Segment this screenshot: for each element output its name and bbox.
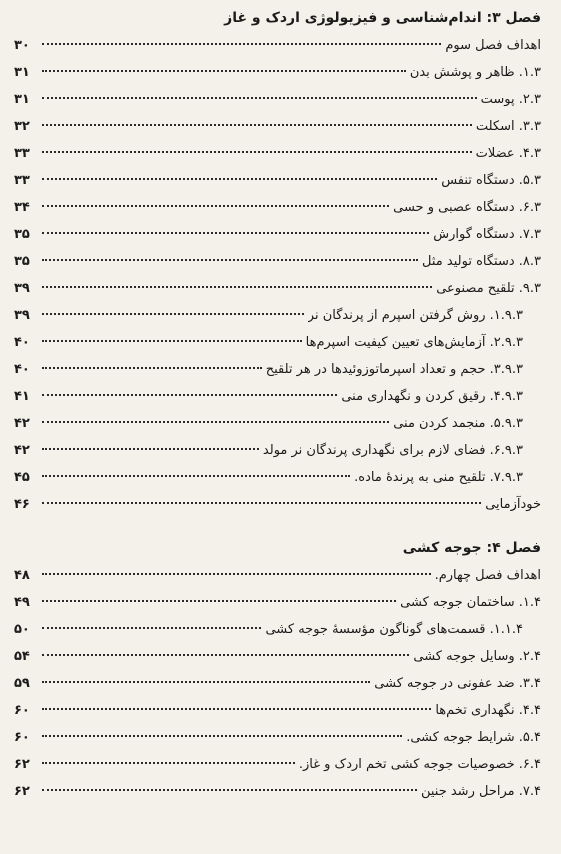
toc-entry <box>14 589 541 616</box>
dot-leader <box>42 421 389 423</box>
dot-leader <box>42 573 431 575</box>
toc-entry <box>14 356 541 383</box>
toc-entry <box>14 437 541 464</box>
toc-entry-page-number: ۵۰ <box>14 622 30 637</box>
toc-entry-label: اهداف فصل چهارم. <box>434 568 541 583</box>
toc-entry-page-number: ۵۴ <box>14 649 30 664</box>
toc-entry <box>14 778 541 805</box>
toc-entry-label: ۳.۳. اسکلت <box>475 119 541 134</box>
toc-entry-page-number: ۴۲ <box>14 443 30 458</box>
toc-entry-page-number: ۳۹ <box>14 281 30 296</box>
toc-entry-label: ۴.۳. عضلات <box>475 146 541 161</box>
dot-leader <box>42 475 350 477</box>
dot-leader <box>42 681 370 683</box>
toc-entry <box>14 562 541 589</box>
toc-entry-page-number: ۳۰ <box>14 38 30 53</box>
toc-entry-page-number: ۶۰ <box>14 730 30 745</box>
toc-entry-label: ۴.۴. نگهداری تخم‌ها <box>435 703 541 718</box>
toc-entry-page-number: ۳۹ <box>14 308 30 323</box>
toc-entry-page-number: ۴۰ <box>14 362 30 377</box>
toc-entry-page-number: ۴۲ <box>14 416 30 431</box>
toc-entry <box>14 643 541 670</box>
toc-entry-page-number: ۴۰ <box>14 335 30 350</box>
toc-entry-page-number: ۳۳ <box>14 146 30 161</box>
toc-entry-page-number: ۴۶ <box>14 497 30 512</box>
chapter-title: فصل ۴: جوجه کشی <box>402 540 541 556</box>
dot-leader <box>42 151 472 153</box>
toc-entry-page-number: ۳۴ <box>14 200 30 215</box>
toc-entry-page-number: ۳۳ <box>14 173 30 188</box>
toc-entry-page-number: ۴۹ <box>14 595 30 610</box>
toc-entry <box>14 221 541 248</box>
dot-leader <box>42 70 406 72</box>
toc-entry-label: ۵.۹.۳. منجمد کردن منی <box>393 416 523 431</box>
toc-entry-page-number: ۳۱ <box>14 65 30 80</box>
toc-entry-page-number: ۳۵ <box>14 227 30 242</box>
toc-entry <box>14 724 541 751</box>
toc-list <box>14 562 541 805</box>
dot-leader <box>42 708 431 710</box>
toc-entry-page-number: ۶۲ <box>14 757 30 772</box>
dot-leader <box>42 627 261 629</box>
dot-leader <box>42 394 337 396</box>
toc-list <box>14 32 541 518</box>
dot-leader <box>42 340 302 342</box>
toc-entry <box>14 464 541 491</box>
dot-leader <box>42 286 432 288</box>
chapter-4 <box>14 538 541 805</box>
toc-entry-label: ۲.۹.۳. آزمایش‌های تعیین کیفیت اسپرم‌ها <box>305 335 523 350</box>
toc-entry-label: ۵.۴. شرایط جوجه کشی. <box>406 730 541 745</box>
toc-entry <box>14 491 541 518</box>
dot-leader <box>42 654 409 656</box>
toc-entry-page-number: ۳۲ <box>14 119 30 134</box>
dot-leader <box>42 600 396 602</box>
toc-entry-page-number: ۵۹ <box>14 676 30 691</box>
toc-entry-label: اهداف فصل سوم <box>445 38 541 53</box>
toc-entry-label: ۸.۳. دستگاه تولید مثل <box>422 254 541 269</box>
chapter-title: فصل ۳: اندام‌شناسی و فیزیولوژی اردک و غاز <box>224 10 541 26</box>
toc-entry-page-number: ۴۵ <box>14 470 30 485</box>
toc-entry-label: ۶.۳. دستگاه عصبی و حسی <box>393 200 541 215</box>
dot-leader <box>42 205 389 207</box>
toc-entry <box>14 751 541 778</box>
toc-entry-label: ۴.۹.۳. رقیق کردن و نگهداری منی <box>341 389 523 404</box>
toc-entry-label: ۳.۹.۳. حجم و تعداد اسپرماتوزوئیدها در هر تلقیح <box>265 362 523 377</box>
toc-entry <box>14 616 541 643</box>
dot-leader <box>42 367 262 369</box>
toc-entry <box>14 275 541 302</box>
toc-entry-page-number: ۴۱ <box>14 389 30 404</box>
dot-leader <box>42 178 437 180</box>
toc-entry <box>14 697 541 724</box>
dot-leader <box>42 124 472 126</box>
dot-leader <box>42 762 295 764</box>
dot-leader <box>42 448 259 450</box>
dot-leader <box>42 232 429 234</box>
toc-entry <box>14 670 541 697</box>
dot-leader <box>42 313 304 315</box>
toc-entry <box>14 32 541 59</box>
toc-entry <box>14 194 541 221</box>
toc-entry <box>14 167 541 194</box>
toc-entry <box>14 248 541 275</box>
toc-entry <box>14 410 541 437</box>
toc-entry-label: ۲.۴. وسایل جوجه کشی <box>413 649 541 664</box>
toc-entry-label: ۱.۳. ظاهر و پوشش بدن <box>409 65 541 80</box>
toc-entry <box>14 59 541 86</box>
toc-entry-label: ۶.۹.۳. فضای لازم برای نگهداری پرندگان نر مولد <box>262 443 523 458</box>
toc-entry-label: ۹.۳. تلقیح مصنوعی <box>436 281 541 296</box>
toc-entry-label: ۱.۹.۳. روش گرفتن اسپرم از پرندگان نر <box>307 308 523 323</box>
toc-entry-page-number: ۶۲ <box>14 784 30 799</box>
toc-entry <box>14 383 541 410</box>
toc-entry-page-number: ۶۰ <box>14 703 30 718</box>
toc-entry-label: ۵.۳. دستگاه تنفس <box>441 173 541 188</box>
toc-entry <box>14 140 541 167</box>
toc-entry-label: ۱.۴. ساختمان جوجه کشی <box>400 595 541 610</box>
dot-leader <box>42 97 477 99</box>
toc-entry <box>14 113 541 140</box>
dot-leader <box>42 735 402 737</box>
toc-entry <box>14 302 541 329</box>
toc-entry-label: ۷.۴. مراحل رشد جنین <box>420 784 541 799</box>
toc-entry <box>14 329 541 356</box>
toc-entry-label: ۳.۴. ضد عفونی در جوجه کشی <box>374 676 541 691</box>
dot-leader <box>42 502 481 504</box>
toc-entry-page-number: ۴۸ <box>14 568 30 583</box>
toc-entry-label: ۶.۴. خصوصیات جوجه کشی تخم اردک و غاز. <box>298 757 541 772</box>
dot-leader <box>42 259 418 261</box>
toc-entry-label: ۲.۳. پوست <box>480 92 541 107</box>
toc-entry <box>14 86 541 113</box>
dot-leader <box>42 43 441 45</box>
toc-entry-page-number: ۳۵ <box>14 254 30 269</box>
toc-entry-page-number: ۳۱ <box>14 92 30 107</box>
dot-leader <box>42 789 417 791</box>
toc-entry-label: ۱.۱.۴. قسمت‌های گوناگون مؤسسهٔ جوجه کشی <box>265 622 523 637</box>
toc-entry-label: خودآزمایی <box>485 497 541 512</box>
toc-entry-label: ۷.۳. دستگاه گوارش <box>433 227 541 242</box>
toc-entry-label: ۷.۹.۳. تلقیح منی به پرندهٔ ماده. <box>354 470 523 485</box>
chapter-3 <box>14 8 541 518</box>
